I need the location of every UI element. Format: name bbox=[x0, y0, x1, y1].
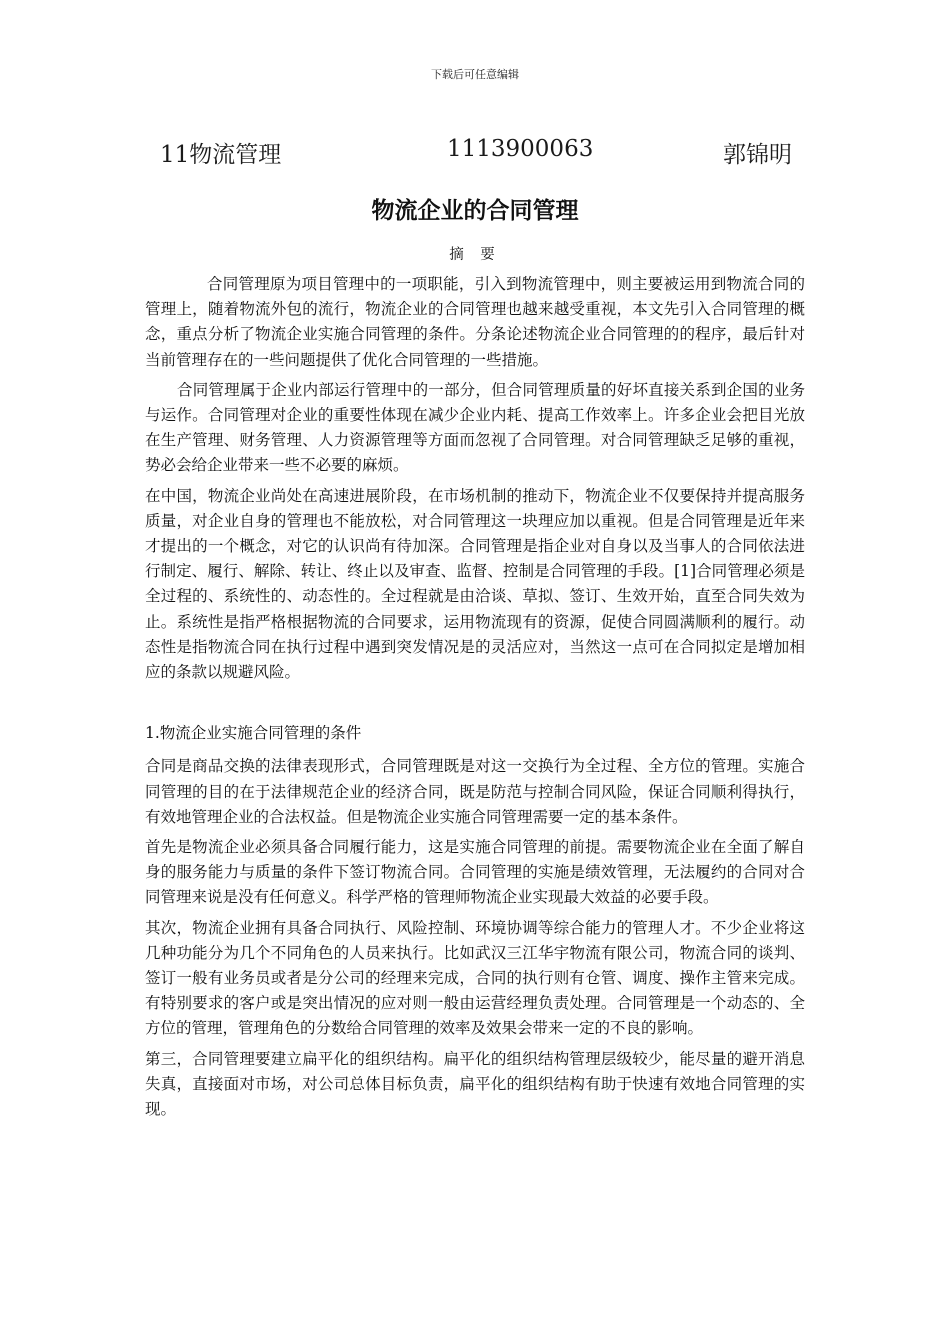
abstract-heading: 摘 要 bbox=[449, 247, 501, 263]
author-name: 郭锦明 bbox=[723, 142, 792, 168]
body-paragraph: 首先是物流企业必须具备合同履行能力，这是实施合同管理的前提。需要物流企业在全面了解自身的服务能力与质量的条件下签订物流合同。合同管理的实施是绩效管理，无法履约的合同对合同管理来说是没有任何意义。科学严格的管理师物流企业实现最大效益的必要手段。 bbox=[145, 838, 805, 907]
body-paragraph: 在中国，物流企业尚处在高速进展阶段，在市场机制的推动下，物流企业不仅要保持并提高服务质量，对企业自身的管理也不能放松，对合同管理这一块理应加以重视。但是合同管理是近年来才提出的一个概念，对它的认识尚有待加深。合同管理是指企业对自身以及当事人的合同依法进行制定、履行、解除、转让、终止以及审查、监督、控制是合同管理的手段。[1]合同管理必须是全过程的、系统性的、动态性的。全过程就是由洽谈、草拟、签订、生效开始，直至合同失效为止。系统性是指严格根据物流的合同要求，运用物流现有的资源，促使合同圆满顺利的履行。动态性是指物流合同在执行过程中遇到突发情况是的灵活应对，当然这一点可在合同拟定是增加相应的条款以规避风险。 bbox=[145, 486, 805, 682]
author-info-row bbox=[160, 136, 792, 168]
abstract-paragraph: 合同管理原为项目管理中的一项职能，引入到物流管理中，则主要被运用到物流合同的管理上，随着物流外包的流行，物流企业的合同管理也越来越受重视，本文先引入合同管理的概念，重点分析了物流企业实施合同管理的条件。分条论述物流企业合同管理的的程序，最后针对当前管理存在的一些问题提供了优化合同管理的一些措施。 bbox=[145, 275, 805, 369]
document-title: 物流企业的合同管理 bbox=[371, 197, 579, 224]
section-heading: 1.物流企业实施合同管理的条件 bbox=[145, 724, 362, 743]
student-id: 1113900063 bbox=[447, 136, 594, 162]
document-body bbox=[145, 272, 805, 1127]
body-paragraph: 合同是商品交换的法律表现形式，合同管理既是对这一交换行为全过程、全方位的管理。实施合同管理的目的在于法律规范企业的经济合同，既是防范与控制合同风险，保证合同顺利得执行，有效地管理企业的合法权益。但是物流企业实施合同管理需要一定的基本条件。 bbox=[145, 757, 805, 826]
body-paragraph: 其次，物流企业拥有具备合同执行、风险控制、环境协调等综合能力的管理人才。不少企业将这几种功能分为几个不同角色的人员来执行。比如武汉三江华宇物流有限公司，物流合同的谈判、签订一般有业务员或者是分公司的经理来完成，合同的执行则有仓管、调度、操作主管来完成。有特别要求的客户或是突出情况的应对则一般由运营经理负责处理。合同管理是一个动态的、全方位的管理，管理角色的分数给合同管理的效率及效果会带来一定的不良的影响。 bbox=[145, 918, 805, 1038]
intro-paragraph: 合同管理属于企业内部运行管理中的一部分，但合同管理质量的好坏直接关系到企国的业务与运作。合同管理对企业的重要性体现在减少企业内耗、提高工作效率上。许多企业会把目光放在生产管理、财务管理、人力资源管理等方面而忽视了合同管理。对合同管理缺乏足够的重视，势必会给企业带来一些不必要的麻烦。 bbox=[145, 380, 805, 475]
class-name: 11物流管理 bbox=[160, 142, 282, 168]
header-note: 下载后可任意编辑 bbox=[431, 68, 519, 81]
body-paragraph: 第三，合同管理要建立扁平化的组织结构。扁平化的组织结构管理层级较少，能尽量的避开消息失真，直接面对市场，对公司总体目标负责，扁平化的组织结构有助于快速有效地合同管理的实现。 bbox=[145, 1049, 805, 1119]
